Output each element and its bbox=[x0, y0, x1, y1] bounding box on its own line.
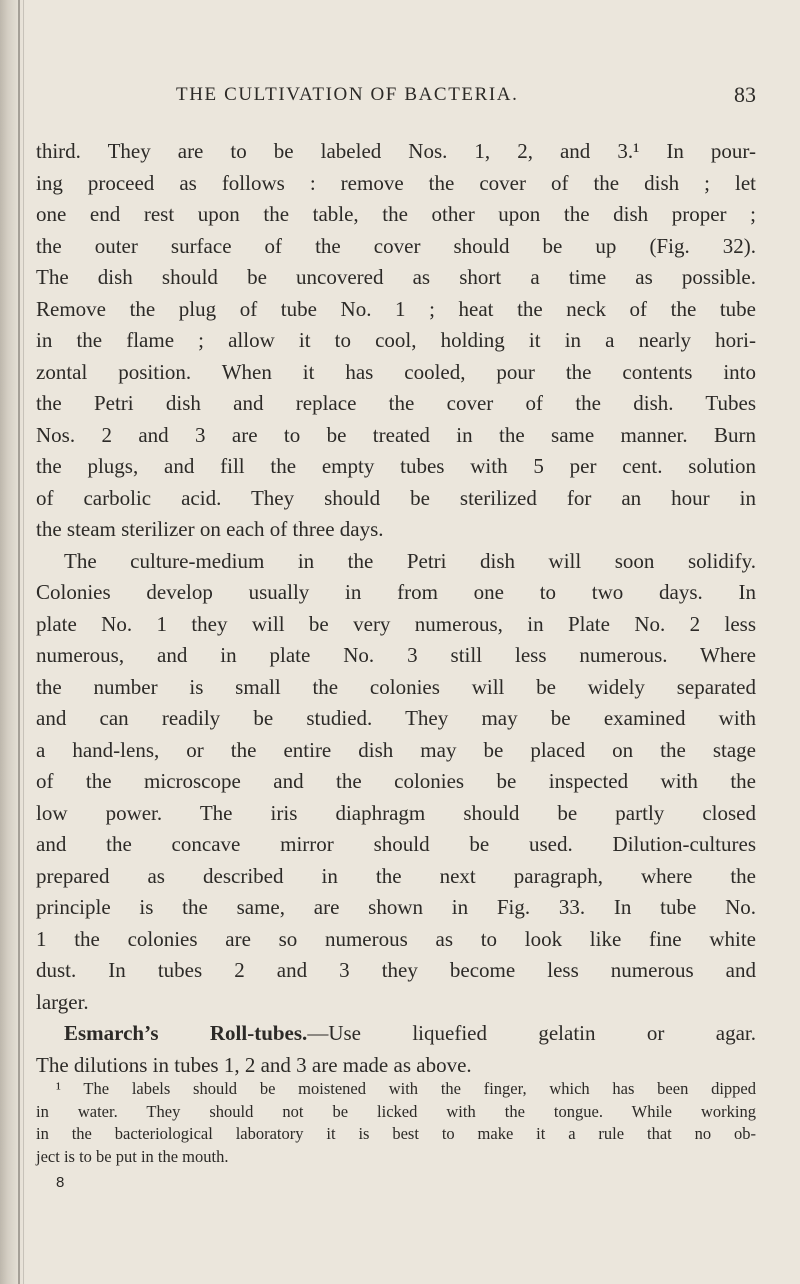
text-line: third. They are to be labeled Nos. 1, 2, and 3.¹ In pour- bbox=[36, 139, 756, 163]
page-number: 83 bbox=[734, 82, 756, 107]
text-line: one end rest upon the table, the other upon the dish proper ; bbox=[36, 202, 756, 226]
text-line: a hand-lens, or the entire dish may be placed on the stage bbox=[36, 737, 756, 762]
text-line: The dilutions in tubes 1, 2 and 3 are made as above. bbox=[36, 1052, 472, 1077]
gutter-binding-line bbox=[18, 0, 20, 1284]
text-line: numerous, and in plate No. 3 still less numerous. Where bbox=[36, 643, 756, 667]
text-line: Nos. 2 and 3 are to be treated in the same manner. Burn bbox=[36, 422, 756, 447]
text-line: and can readily be studied. They may be examined with bbox=[36, 706, 756, 730]
text-line: Colonies develop usually in from one to two days. In bbox=[36, 580, 756, 604]
text-line: the outer surface of the cover should be up (Fig. 32). bbox=[36, 233, 756, 258]
text-line: the number is small the colonies will be widely separated bbox=[36, 674, 756, 699]
text-line: the plugs, and fill the empty tubes with 5 per cent. solution bbox=[36, 454, 756, 478]
text-line: in the flame ; allow it to cool, holding it in a nearly hori- bbox=[36, 328, 756, 352]
text-line: 1 the colonies are so numerous as to look like fine white bbox=[36, 926, 756, 951]
section-heading: Esmarch’s Roll-tubes. bbox=[64, 1021, 308, 1045]
gutter-binding-shadow bbox=[23, 0, 24, 1284]
text-line: the steam sterilizer on each of three days. bbox=[36, 517, 384, 541]
text-line: principle is the same, are shown in Fig. 33. In tube No. bbox=[36, 895, 756, 919]
section-text: —Use liquefied gelatin or agar. bbox=[307, 1021, 756, 1045]
text-line: larger. bbox=[36, 989, 89, 1014]
footnote-line: ¹ The labels should be moistened with the finger, which has been dipped bbox=[56, 1079, 756, 1098]
signature-mark: 8 bbox=[56, 1174, 65, 1191]
text-line: low power. The iris diaphragm should be partly closed bbox=[36, 800, 756, 825]
text-line: The culture-medium in the Petri dish will soon solidify. bbox=[64, 548, 756, 573]
text-line: and the concave mirror should be used. Dilution-cultures bbox=[36, 832, 756, 856]
footnote-line: in the bacteriological laboratory it is best to make it a rule that no ob- bbox=[36, 1124, 756, 1143]
text-line: ing proceed as follows : remove the cover of the dish ; let bbox=[36, 170, 756, 195]
footnote-line: ject is to be put in the mouth. bbox=[36, 1146, 229, 1166]
footnote-line: in water. They should not be licked with the tongue. While working bbox=[36, 1101, 756, 1121]
footnote bbox=[36, 1078, 756, 1168]
text-line: The dish should be uncovered as short a time as possible. bbox=[36, 265, 756, 289]
text-line: dust. In tubes 2 and 3 they become less numerous and bbox=[36, 958, 756, 982]
body-text bbox=[36, 136, 756, 1081]
text-line: zontal position. When it has cooled, pour the contents into bbox=[36, 359, 756, 384]
running-head: THE CULTIVATION OF BACTERIA. bbox=[176, 84, 519, 105]
section-heading-line bbox=[36, 1018, 756, 1050]
text-line: plate No. 1 they will be very numerous, in Plate No. 2 less bbox=[36, 611, 756, 636]
text-line: the Petri dish and replace the cover of the dish. Tubes bbox=[36, 391, 756, 415]
text-line: of the microscope and the colonies be inspected with the bbox=[36, 769, 756, 793]
page-header bbox=[36, 82, 756, 112]
text-line: Remove the plug of tube No. 1 ; heat the neck of the tube bbox=[36, 296, 756, 321]
text-line: prepared as described in the next paragraph, where the bbox=[36, 863, 756, 888]
text-line: of carbolic acid. They should be sterilized for an hour in bbox=[36, 485, 756, 510]
